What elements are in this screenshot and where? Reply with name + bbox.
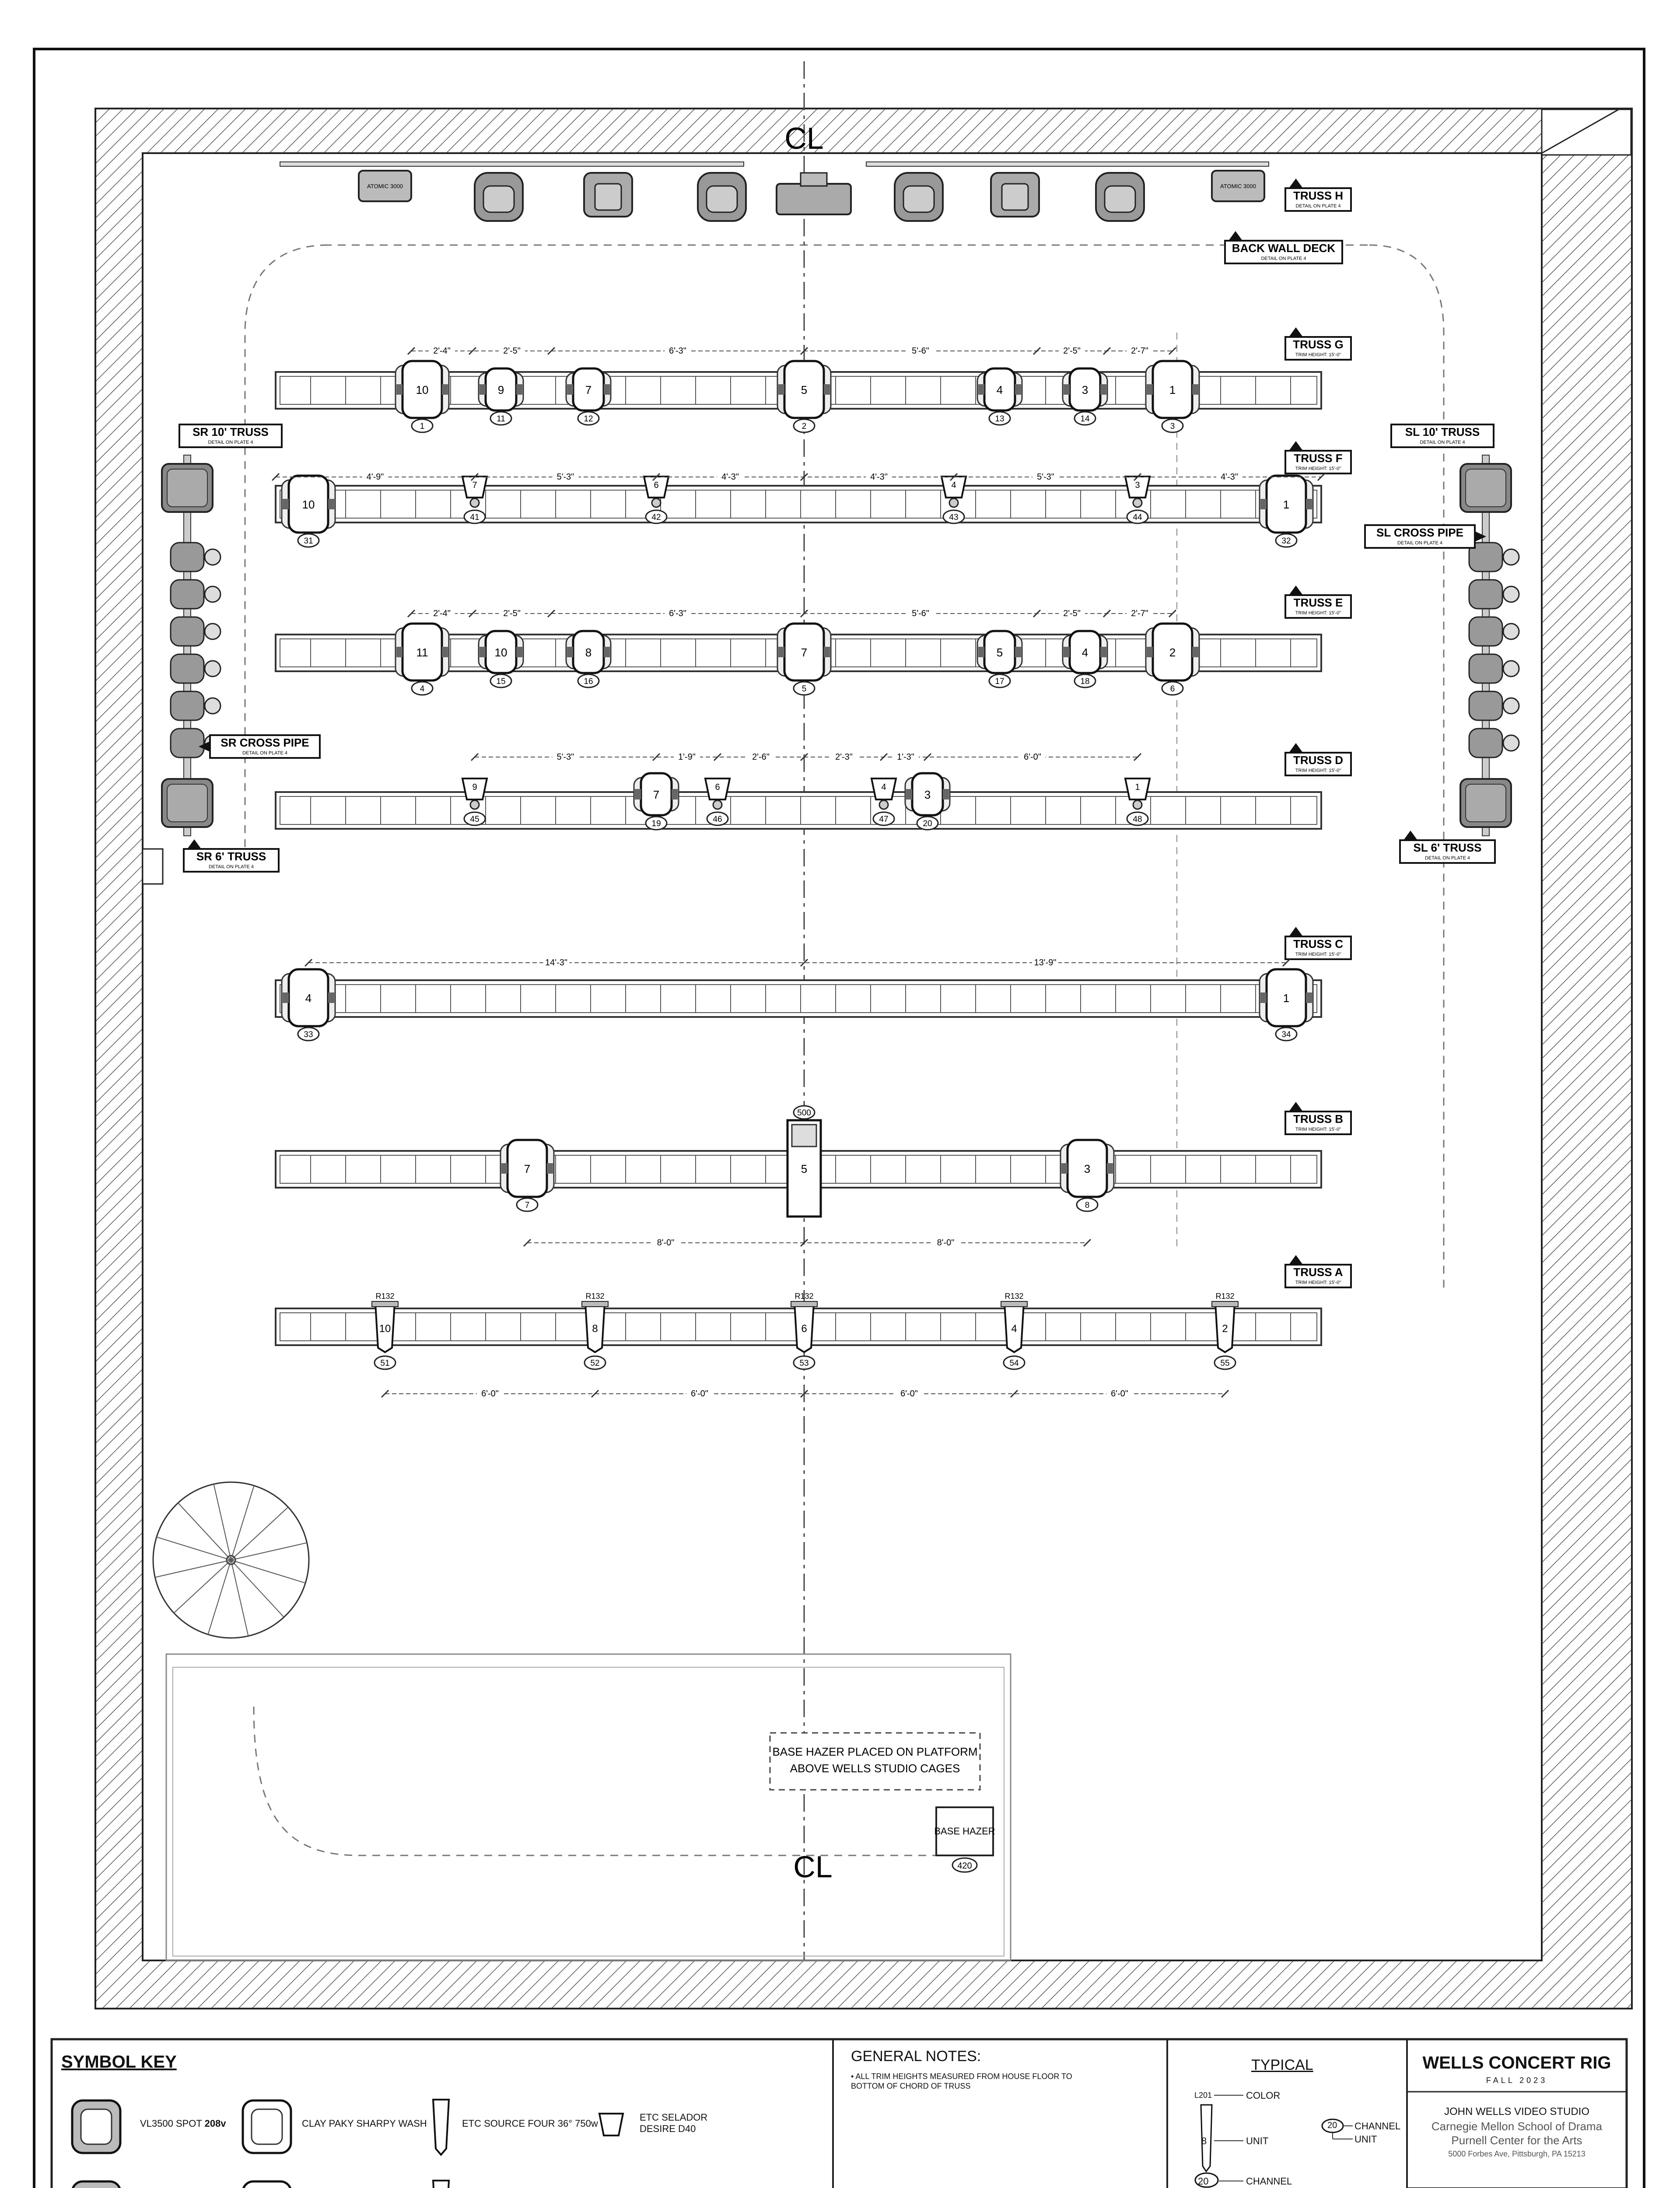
svg-text:18: 18 <box>1080 677 1090 686</box>
svg-text:31: 31 <box>304 536 313 546</box>
centerline-label-top: CL <box>784 121 824 155</box>
svg-text:6: 6 <box>1170 684 1175 694</box>
show-title: WELLS CONCERT RIG <box>1422 2053 1611 2072</box>
svg-text:15: 15 <box>496 677 506 686</box>
svg-text:TRUSS E: TRUSS E <box>1293 596 1343 609</box>
svg-text:8'-0": 8'-0" <box>657 1238 675 1248</box>
svg-text:7: 7 <box>472 480 477 490</box>
key-sharpy-wash-icon <box>243 2100 291 2153</box>
svg-text:DETAIL ON PLATE 4: DETAIL ON PLATE 4 <box>1261 256 1306 261</box>
label-truss-a <box>1285 1255 1351 1287</box>
svg-text:2'-4": 2'-4" <box>433 609 451 618</box>
fixture-f-1 <box>1260 476 1313 547</box>
svg-text:41: 41 <box>470 513 480 522</box>
label-truss-h <box>1285 179 1351 211</box>
typical-example-channel-2: 20 <box>1327 2121 1337 2130</box>
svg-text:4: 4 <box>996 383 1003 396</box>
svg-text:7: 7 <box>524 1162 531 1175</box>
svg-text:32: 32 <box>1281 536 1291 546</box>
typical-channel-label-2: CHANNEL <box>1354 2121 1401 2132</box>
svg-text:1: 1 <box>1135 782 1140 792</box>
svg-text:R132: R132 <box>585 1292 605 1301</box>
key-vl3500-icon <box>72 2100 120 2153</box>
truss-d <box>276 792 1321 829</box>
svg-text:2: 2 <box>1222 1323 1228 1335</box>
svg-text:DETAIL ON PLATE 4: DETAIL ON PLATE 4 <box>1424 856 1470 861</box>
atomic-strobe-label: ATOMIC 3000 <box>367 183 403 189</box>
svg-text:13: 13 <box>995 414 1004 424</box>
base-hazer-label: BASE HAZER <box>934 1826 995 1837</box>
svg-text:55: 55 <box>1220 1359 1230 1368</box>
key-label-s4-750: ETC SOURCE FOUR 36° 750w <box>462 2118 598 2129</box>
venue-center: Purnell Center for the Arts <box>1451 2134 1582 2147</box>
key-sharpy-icon <box>243 2181 291 2188</box>
svg-text:SR 10' TRUSS: SR 10' TRUSS <box>192 425 269 438</box>
key-source-four-icon <box>433 2181 449 2188</box>
svg-text:7: 7 <box>801 646 808 659</box>
svg-text:2'-4": 2'-4" <box>433 346 451 356</box>
svg-text:2'-5": 2'-5" <box>503 609 521 618</box>
svg-text:TRIM HEIGHT: 15'-0": TRIM HEIGHT: 15'-0" <box>1295 952 1341 957</box>
svg-text:51: 51 <box>380 1359 390 1368</box>
fixture-c-1 <box>1260 969 1313 1041</box>
svg-text:TRUSS H: TRUSS H <box>1293 189 1344 202</box>
svg-text:19: 19 <box>651 819 661 828</box>
svg-text:6'-0": 6'-0" <box>1111 1389 1128 1399</box>
fixture-e-7 <box>777 624 831 695</box>
svg-text:2: 2 <box>802 422 807 431</box>
label-truss-f <box>1285 441 1351 473</box>
svg-text:7: 7 <box>653 788 660 801</box>
label-sr-cross-pipe <box>199 735 320 758</box>
svg-text:10: 10 <box>494 646 508 659</box>
truss-c <box>276 980 1321 1017</box>
fixture-e-4 <box>1063 631 1107 687</box>
dims-truss-a <box>382 1388 1228 1399</box>
svg-text:47: 47 <box>879 815 889 824</box>
svg-text:33: 33 <box>304 1030 313 1039</box>
truss-f <box>276 486 1321 522</box>
fixture-c-4 <box>282 969 335 1041</box>
base-hazer-channel: 420 <box>957 1861 972 1871</box>
svg-text:1: 1 <box>420 422 425 431</box>
label-back-wall-deck <box>1225 231 1342 263</box>
svg-text:6'-3": 6'-3" <box>669 609 686 618</box>
fixture-g-7 <box>566 368 611 425</box>
dims-truss-c <box>305 957 1290 968</box>
svg-text:3: 3 <box>1084 1162 1091 1175</box>
svg-text:4: 4 <box>1011 1323 1017 1335</box>
label-sl-10-truss <box>1391 424 1494 447</box>
label-truss-d <box>1285 743 1351 775</box>
platform <box>166 1654 1011 1960</box>
svg-text:8'-0": 8'-0" <box>937 1238 955 1248</box>
hazer-note-line-1: BASE HAZER PLACED ON PLATFORM <box>772 1745 978 1758</box>
typical-title: TYPICAL <box>1251 2057 1313 2073</box>
svg-text:4'-3": 4'-3" <box>721 472 739 482</box>
svg-text:6'-0": 6'-0" <box>1024 752 1041 762</box>
fixture-b-3 <box>1060 1140 1114 1211</box>
svg-text:4: 4 <box>305 992 312 1005</box>
svg-text:TRUSS C: TRUSS C <box>1293 937 1344 950</box>
dims-truss-f <box>272 471 1325 482</box>
sr-rig <box>162 455 220 836</box>
svg-text:1'-9": 1'-9" <box>678 752 696 762</box>
svg-text:5: 5 <box>801 383 808 396</box>
svg-text:TRIM HEIGHT: 15'-0": TRIM HEIGHT: 15'-0" <box>1295 1280 1341 1285</box>
svg-text:3: 3 <box>1082 383 1088 396</box>
svg-text:2: 2 <box>1169 646 1176 659</box>
svg-text:SL 6' TRUSS: SL 6' TRUSS <box>1413 841 1482 854</box>
svg-text:10: 10 <box>416 383 429 396</box>
fixture-b-7 <box>500 1140 554 1211</box>
fixture-g-3 <box>1063 368 1107 425</box>
svg-text:DETAIL ON PLATE 4: DETAIL ON PLATE 4 <box>1420 440 1465 445</box>
svg-text:6'-3": 6'-3" <box>669 346 686 356</box>
typical-unit-label: UNIT <box>1246 2135 1269 2146</box>
svg-text:TRIM HEIGHT: 15'-0": TRIM HEIGHT: 15'-0" <box>1295 610 1341 616</box>
svg-text:3: 3 <box>1135 480 1140 490</box>
svg-text:R132: R132 <box>794 1292 814 1301</box>
fixture-g-5 <box>777 361 831 432</box>
svg-text:6'-0": 6'-0" <box>691 1389 708 1399</box>
svg-text:6'-0": 6'-0" <box>481 1389 499 1399</box>
svg-text:8: 8 <box>585 646 592 659</box>
svg-text:5'-3": 5'-3" <box>1037 472 1054 482</box>
sl-rig <box>1460 455 1519 836</box>
svg-text:5: 5 <box>996 646 1003 659</box>
key-selador-icon <box>599 2114 623 2135</box>
back-wall-fixtures <box>359 171 1264 221</box>
svg-text:5'-3": 5'-3" <box>556 472 574 482</box>
fixture-b-roboscan <box>788 1106 821 1217</box>
symbol-key-title: SYMBOL KEY <box>61 2052 177 2072</box>
svg-text:R132: R132 <box>375 1292 395 1301</box>
venue-name: JOHN WELLS VIDEO STUDIO <box>1444 2106 1590 2118</box>
svg-text:DETAIL ON PLATE 4: DETAIL ON PLATE 4 <box>242 750 288 756</box>
typical-color-label: COLOR <box>1246 2090 1281 2101</box>
svg-text:16: 16 <box>584 677 593 686</box>
hazer-note-line-2: ABOVE WELLS STUDIO CAGES <box>790 1762 960 1775</box>
svg-text:6: 6 <box>654 480 659 490</box>
venue-address: 5000 Forbes Ave, Pittsburgh, PA 15213 <box>1448 2149 1586 2158</box>
svg-text:TRIM HEIGHT: 15'-0": TRIM HEIGHT: 15'-0" <box>1295 1127 1341 1132</box>
fixture-g-9 <box>479 368 523 425</box>
svg-text:10: 10 <box>302 498 315 511</box>
svg-text:TRIM HEIGHT: 15'-0": TRIM HEIGHT: 15'-0" <box>1295 466 1341 471</box>
svg-text:4: 4 <box>420 684 425 694</box>
key-vl2500-icon <box>72 2181 120 2188</box>
svg-text:2'-5": 2'-5" <box>1063 609 1081 618</box>
svg-text:48: 48 <box>1133 815 1142 824</box>
svg-text:TRUSS F: TRUSS F <box>1294 452 1343 465</box>
svg-text:7: 7 <box>525 1201 530 1210</box>
svg-text:500: 500 <box>797 1108 811 1118</box>
svg-text:14: 14 <box>1080 414 1090 424</box>
svg-text:11: 11 <box>416 646 428 659</box>
atomic-strobe-label: ATOMIC 3000 <box>1220 183 1256 189</box>
svg-text:5'-6": 5'-6" <box>912 609 929 618</box>
label-sl-cross-pipe <box>1365 525 1486 548</box>
svg-text:2'-3": 2'-3" <box>835 752 853 762</box>
page-border <box>34 49 1644 2188</box>
svg-text:2'-5": 2'-5" <box>1063 346 1081 356</box>
svg-text:BACK WALL DECK: BACK WALL DECK <box>1232 242 1336 255</box>
svg-text:TRUSS B: TRUSS B <box>1293 1112 1344 1126</box>
svg-text:6: 6 <box>801 1323 807 1335</box>
symbol-key-graphics <box>70 2095 1353 2188</box>
svg-text:2'-6": 2'-6" <box>752 752 770 762</box>
svg-text:13'-9": 13'-9" <box>1034 958 1057 968</box>
svg-text:TRIM HEIGHT: 15'-0": TRIM HEIGHT: 15'-0" <box>1295 352 1341 358</box>
svg-text:R132: R132 <box>1004 1292 1024 1301</box>
svg-text:6'-0": 6'-0" <box>900 1389 918 1399</box>
svg-text:10: 10 <box>379 1323 391 1335</box>
svg-text:4: 4 <box>881 782 886 792</box>
spiral-stair <box>153 1482 309 1638</box>
typical-diagram <box>1195 2095 1353 2187</box>
svg-text:5: 5 <box>801 1162 808 1175</box>
key-label-sharpy-wash: CLAY PAKY SHARPY WASH <box>302 2118 427 2129</box>
fixture-g-1 <box>1146 361 1199 432</box>
svg-text:1'-3": 1'-3" <box>897 752 914 762</box>
svg-text:DETAIL ON PLATE 4: DETAIL ON PLATE 4 <box>1397 540 1443 546</box>
svg-text:SR 6' TRUSS: SR 6' TRUSS <box>196 850 266 863</box>
venue-school: Carnegie Mellon School of Drama <box>1431 2120 1603 2133</box>
label-truss-c <box>1285 927 1351 959</box>
svg-text:1: 1 <box>1169 383 1176 396</box>
svg-text:4: 4 <box>951 480 956 490</box>
key-label-selador: ETC SELADOR DESIRE D40 <box>640 2112 708 2134</box>
svg-text:TRUSS A: TRUSS A <box>1293 1266 1343 1279</box>
label-sr-6-truss <box>184 839 279 872</box>
label-sl-6-truss <box>1400 831 1495 863</box>
svg-text:11: 11 <box>497 414 505 424</box>
svg-text:17: 17 <box>995 677 1004 686</box>
hazer-note-box <box>770 1733 980 1790</box>
general-notes-title: GENERAL NOTES: <box>851 2048 981 2065</box>
svg-text:5'-6": 5'-6" <box>912 346 929 356</box>
svg-text:DETAIL ON PLATE 4: DETAIL ON PLATE 4 <box>208 440 253 445</box>
svg-text:9: 9 <box>497 383 504 396</box>
dims-truss-d <box>471 751 1141 762</box>
svg-text:DETAIL ON PLATE 4: DETAIL ON PLATE 4 <box>1295 203 1341 209</box>
key-source-four-icon <box>433 2100 449 2155</box>
svg-text:4'-3": 4'-3" <box>1221 472 1238 482</box>
svg-text:2'-7": 2'-7" <box>1131 346 1148 356</box>
fixture-e-5 <box>977 631 1022 687</box>
svg-text:34: 34 <box>1281 1030 1291 1039</box>
svg-text:2'-7": 2'-7" <box>1131 609 1148 618</box>
svg-text:44: 44 <box>1133 513 1142 522</box>
svg-text:TRUSS D: TRUSS D <box>1293 754 1344 767</box>
typical-example-unit: 8 <box>1201 2135 1207 2146</box>
label-truss-g <box>1285 327 1351 360</box>
svg-text:1: 1 <box>1283 992 1290 1005</box>
svg-text:5: 5 <box>802 684 807 694</box>
svg-text:46: 46 <box>713 815 722 824</box>
fixture-e-8 <box>566 631 611 687</box>
dims-truss-g <box>408 345 1176 356</box>
roboscan <box>777 184 851 214</box>
fixture-e-10 <box>479 631 523 687</box>
svg-text:20: 20 <box>923 819 932 828</box>
svg-text:5'-3": 5'-3" <box>556 752 574 762</box>
svg-text:2'-5": 2'-5" <box>503 346 521 356</box>
svg-text:3: 3 <box>924 788 931 801</box>
show-season: FALL 2023 <box>1486 2076 1548 2085</box>
svg-text:4: 4 <box>1082 646 1088 659</box>
svg-text:54: 54 <box>1009 1359 1019 1368</box>
fixture-g-10 <box>396 361 449 432</box>
svg-text:8: 8 <box>1085 1201 1090 1210</box>
svg-text:53: 53 <box>799 1359 809 1368</box>
label-truss-b <box>1285 1102 1351 1134</box>
typical-unit-label-2: UNIT <box>1354 2134 1377 2145</box>
fixture-e-2 <box>1146 624 1199 695</box>
svg-text:8: 8 <box>592 1323 598 1335</box>
svg-text:4'-9": 4'-9" <box>366 472 384 482</box>
key-label-vl3500: VL3500 SPOT 208v <box>140 2118 226 2129</box>
typical-channel-label: CHANNEL <box>1246 2176 1292 2187</box>
svg-text:TRIM HEIGHT: 15'-0": TRIM HEIGHT: 15'-0" <box>1295 768 1341 773</box>
fixture-f-10 <box>282 476 335 547</box>
svg-text:SL 10' TRUSS: SL 10' TRUSS <box>1405 425 1480 438</box>
label-sr-10-truss <box>179 424 282 447</box>
svg-text:7: 7 <box>585 383 592 396</box>
centerline-label-bottom: CL <box>793 1850 833 1884</box>
label-truss-e <box>1285 586 1351 618</box>
dims-truss-b <box>524 1237 1091 1248</box>
svg-text:SR CROSS PIPE: SR CROSS PIPE <box>220 736 309 749</box>
dims-truss-e <box>408 607 1176 618</box>
svg-text:42: 42 <box>651 513 661 522</box>
svg-text:52: 52 <box>590 1359 600 1368</box>
typical-example-color: L201 <box>1194 2091 1212 2100</box>
svg-text:R132: R132 <box>1215 1292 1235 1301</box>
svg-text:SL CROSS PIPE: SL CROSS PIPE <box>1376 526 1463 539</box>
general-notes-item: • ALL TRIM HEIGHTS MEASURED FROM HOUSE FLOOR TO BOTTOM OF CHORD OF TRUSS <box>851 2072 1072 2090</box>
svg-text:12: 12 <box>584 414 593 424</box>
svg-text:45: 45 <box>470 815 480 824</box>
svg-text:43: 43 <box>949 513 959 522</box>
fixture-g-4 <box>977 368 1022 425</box>
svg-text:14'-3": 14'-3" <box>545 958 567 968</box>
svg-text:3: 3 <box>1170 422 1175 431</box>
typical-example-channel: 20 <box>1198 2176 1209 2187</box>
fixture-e-11 <box>396 624 449 695</box>
svg-text:DETAIL ON PLATE 4: DETAIL ON PLATE 4 <box>208 864 254 870</box>
svg-text:6: 6 <box>715 782 720 792</box>
truss-labels <box>179 179 1495 1287</box>
svg-text:TRUSS G: TRUSS G <box>1293 338 1344 351</box>
svg-text:1: 1 <box>1283 498 1290 511</box>
svg-text:9: 9 <box>472 782 477 792</box>
svg-text:4'-3": 4'-3" <box>870 472 888 482</box>
